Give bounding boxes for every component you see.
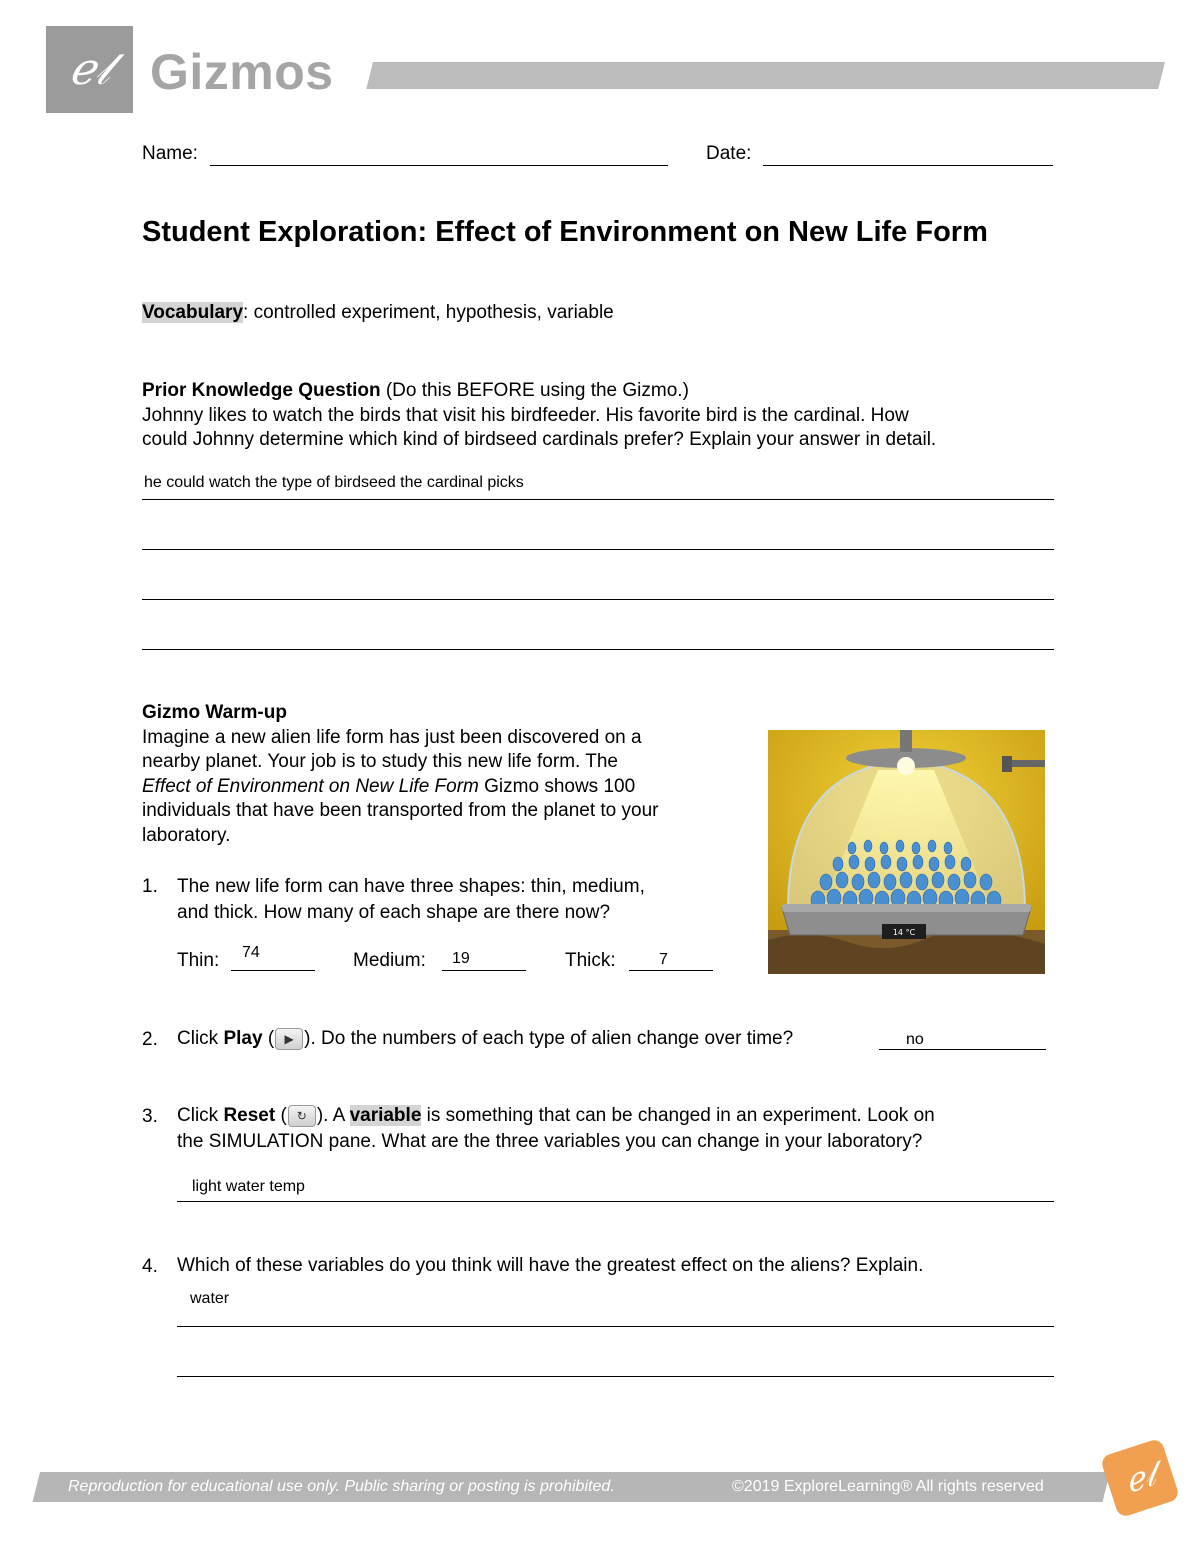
q3-pre: Click [177, 1105, 224, 1126]
thin-answer-line[interactable] [231, 970, 315, 971]
q2-post: ). Do the numbers of each type of alien change over time? [304, 1028, 794, 1049]
temperature-display: 14 °C [892, 928, 916, 937]
reset-icon: ↻ [288, 1105, 316, 1127]
name-field[interactable] [210, 165, 668, 166]
q4-number: 4. [142, 1256, 158, 1277]
prior-knowledge [142, 379, 1062, 453]
date-field[interactable] [763, 165, 1053, 166]
el-logo-icon: ℯ𝓁 [69, 44, 110, 95]
warmup-line-3: Gizmo shows 100 [478, 775, 636, 797]
q2-number: 2. [142, 1029, 158, 1050]
date-label: Date: [706, 143, 752, 164]
prior-line-1: Johnny likes to watch the birds that visit his birdfeeder. His favorite bird is the cardinal. How [142, 404, 909, 426]
thick-value: 7 [659, 951, 668, 968]
q4-answer-line[interactable] [177, 1326, 1054, 1327]
answer-line[interactable] [142, 599, 1054, 600]
medium-value: 19 [452, 950, 470, 967]
warmup-heading: Gizmo Warm-up [142, 702, 287, 723]
header-bar [366, 62, 1165, 89]
thick-label: Thick: [565, 950, 616, 971]
warmup-line-5: laboratory. [142, 824, 231, 846]
thick-answer-line[interactable] [629, 970, 713, 971]
gizmo-name: Effect of Environment on New Life Form [142, 775, 479, 797]
medium-label: Medium: [353, 950, 426, 971]
q3-mid: ( [275, 1105, 287, 1126]
q2-pre: Click [177, 1028, 224, 1049]
q3-answer: light water temp [192, 1178, 305, 1195]
q3-text [177, 1103, 1057, 1155]
prior-line-2: could Johnny determine which kind of birdseed cardinals prefer? Explain your answer in detail. [142, 429, 937, 450]
q4-answer-line[interactable] [177, 1376, 1054, 1377]
q3-post-2: is something that can be changed in an experiment. Look on [421, 1105, 935, 1126]
footer-copyright: ©2019 ExploreLearning® All rights reserved [732, 1478, 1044, 1495]
q3-post-1: ). A [316, 1105, 350, 1126]
gizmo-dome-image [768, 730, 1045, 974]
answer-line[interactable] [142, 649, 1054, 650]
prior-heading: Prior Knowledge Question [142, 380, 381, 401]
warmup-text [142, 701, 742, 848]
answer-line[interactable] [142, 499, 1054, 500]
thin-label: Thin: [177, 950, 220, 971]
q3-line-2: the SIMULATION pane. What are the three variables you can change in your laboratory? [177, 1131, 923, 1152]
thin-value: 74 [242, 944, 260, 961]
q1-line-2: and thick. How many of each shape are there now? [177, 902, 611, 923]
q2-play-label: Play [223, 1028, 263, 1049]
warmup-line-4: individuals that have been transported from the planet to your [142, 800, 659, 821]
vocabulary [142, 302, 614, 324]
q1-line-1: The new life form can have three shapes: thin, medium, [177, 876, 645, 897]
q4-text: Which of these variables do you think will have the greatest effect on the aliens? Explain. [177, 1255, 924, 1276]
q3-answer-line[interactable] [177, 1201, 1054, 1202]
q1-number: 1. [142, 876, 158, 897]
warmup-line-2: nearby planet. Your job is to study this new life form. The [142, 751, 618, 772]
q3-reset-label: Reset [223, 1105, 276, 1126]
prior-answer: he could watch the type of birdseed the cardinal picks [144, 474, 524, 491]
q2-text [177, 1026, 793, 1052]
q2-answer-line[interactable] [879, 1049, 1046, 1050]
prior-note: (Do this BEFORE using the Gizmo.) [380, 380, 689, 401]
q3-number: 3. [142, 1106, 158, 1127]
q2-answer: no [906, 1031, 924, 1048]
vocabulary-terms: : controlled experiment, hypothesis, variable [243, 302, 614, 323]
page-title: Student Exploration: Effect of Environment on New Life Form [142, 216, 988, 248]
medium-answer-line[interactable] [442, 970, 526, 971]
play-icon: ▶ [275, 1028, 303, 1050]
q1-text [177, 874, 737, 926]
el-footer-logo-icon: ℯ𝓁 [1100, 1438, 1181, 1519]
name-label: Name: [142, 143, 198, 164]
q2-mid: ( [262, 1028, 275, 1049]
q3-variable-term: variable [349, 1105, 422, 1126]
footer-disclaimer: Reproduction for educational use only. Public sharing or posting is prohibited. [68, 1478, 615, 1495]
q4-answer: water [190, 1290, 230, 1307]
vocabulary-label: Vocabulary [142, 302, 244, 323]
brand-name: Gizmos [150, 44, 334, 100]
warmup-line-1: Imagine a new alien life form has just been discovered on a [142, 726, 642, 748]
answer-line[interactable] [142, 549, 1054, 550]
